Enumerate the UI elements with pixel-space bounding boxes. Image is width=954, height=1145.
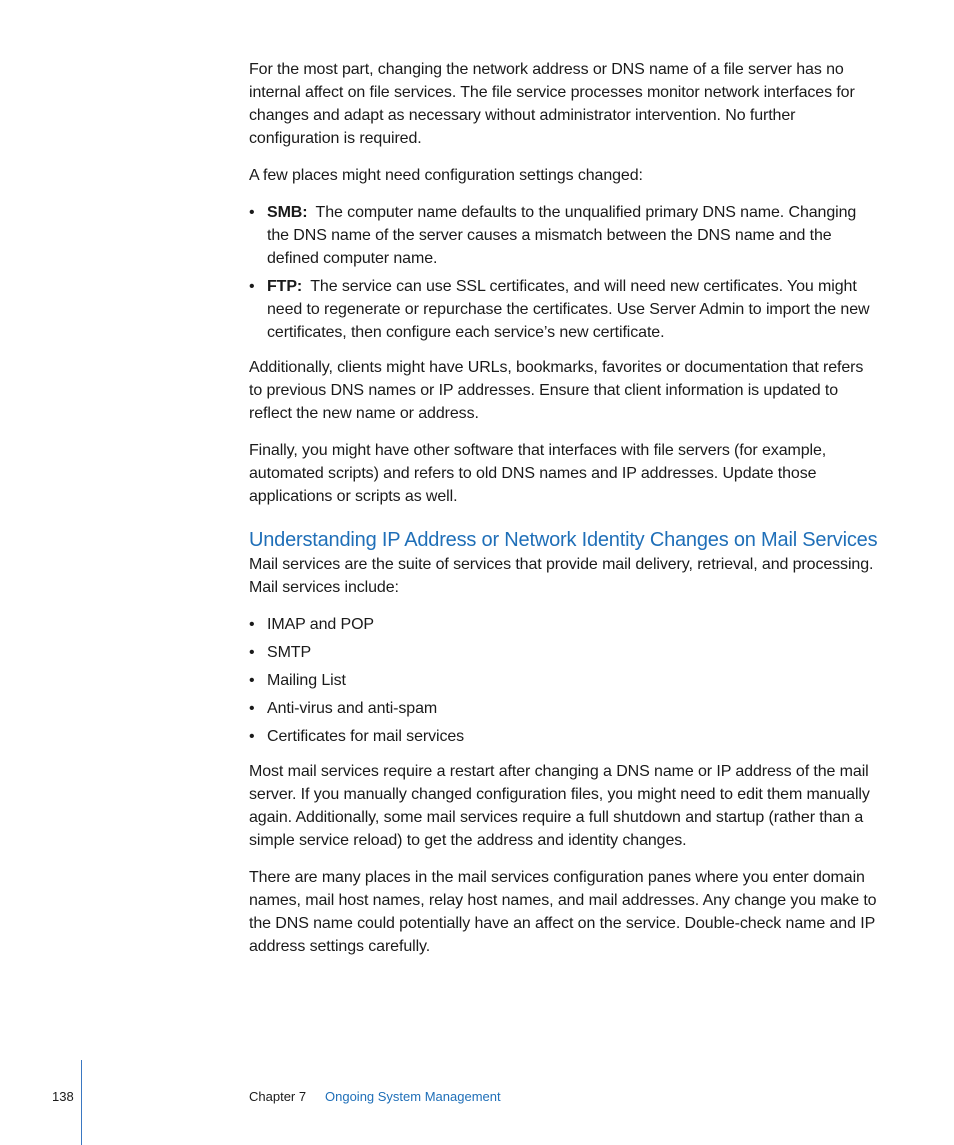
- bullet-icon: •: [249, 644, 255, 661]
- list-term: SMB:: [267, 204, 308, 221]
- list-text: Anti-virus and anti-spam: [267, 700, 438, 717]
- bullet-icon: •: [249, 728, 255, 745]
- list-item-ftp: [249, 275, 879, 344]
- paragraph: There are many places in the mail services configuration panes where you enter domain names, mail host names, relay host names, and mail addresses. Any change you make to the DNS name could potentially have an affect on the service. Double-check name and IP address settings carefully.: [249, 869, 877, 955]
- paragraph: Additionally, clients might have URLs, bookmarks, favorites or documentation that refers to previous DNS names or IP addresses. Ensure that client information is updated to reflect the new name or address.: [249, 359, 864, 422]
- page-content: [249, 58, 879, 972]
- list-term: FTP:: [267, 278, 303, 295]
- list-text: IMAP and POP: [267, 616, 375, 633]
- file-settings-list: [249, 201, 879, 344]
- mail-services-list: [249, 613, 879, 748]
- list-item: [249, 613, 879, 636]
- bullet-icon: •: [249, 278, 255, 295]
- list-text: Certificates for mail services: [267, 728, 465, 745]
- paragraph: A few places might need configuration settings changed:: [249, 167, 643, 184]
- list-text: The service can use SSL certificates, and will need new certificates. You might need to regenerate or repurchase the certificates. Use Server Admin to import the new certificates, then configure each service’s new certificate.: [267, 278, 870, 341]
- list-text: Mailing List: [267, 672, 346, 689]
- list-item: [249, 669, 879, 692]
- chapter-label: Chapter 7: [249, 1089, 307, 1104]
- list-text: The computer name defaults to the unqualified primary DNS name. Changing the DNS name of the server causes a mismatch between the DNS name and the defined computer name.: [267, 204, 857, 267]
- bullet-icon: •: [249, 700, 255, 717]
- list-text: SMTP: [267, 644, 312, 661]
- list-item: [249, 697, 879, 720]
- paragraph: Finally, you might have other software that interfaces with file servers (for example, automated scripts) and refers to old DNS names and IP addresses. Update those applications or scripts as well.: [249, 442, 827, 505]
- paragraph: Mail services are the suite of services that provide mail delivery, retrieval, and processing. Mail services include:: [249, 556, 874, 596]
- chapter-title: Ongoing System Management: [325, 1089, 501, 1104]
- list-item: [249, 725, 879, 748]
- footer-divider: [81, 1060, 82, 1145]
- list-item: [249, 641, 879, 664]
- paragraph: Most mail services require a restart after changing a DNS name or IP address of the mail server. If you manually changed configuration files, you might need to edit them manually again. Additionally, some mail services require a full shutdown and startup (rather than a simple service reload) to get the address and identity changes.: [249, 763, 870, 849]
- section-heading: Understanding IP Address or Network Identity Changes on Mail Services: [249, 529, 878, 551]
- bullet-icon: •: [249, 672, 255, 689]
- list-item-smb: [249, 201, 879, 270]
- bullet-icon: •: [249, 204, 255, 221]
- paragraph: For the most part, changing the network address or DNS name of a file server has no internal affect on file services. The file service processes monitor network interfaces for changes and adapt as necessary without administrator intervention. No further configuration is required.: [249, 61, 855, 147]
- bullet-icon: •: [249, 616, 255, 633]
- page-number: 138: [52, 1089, 74, 1104]
